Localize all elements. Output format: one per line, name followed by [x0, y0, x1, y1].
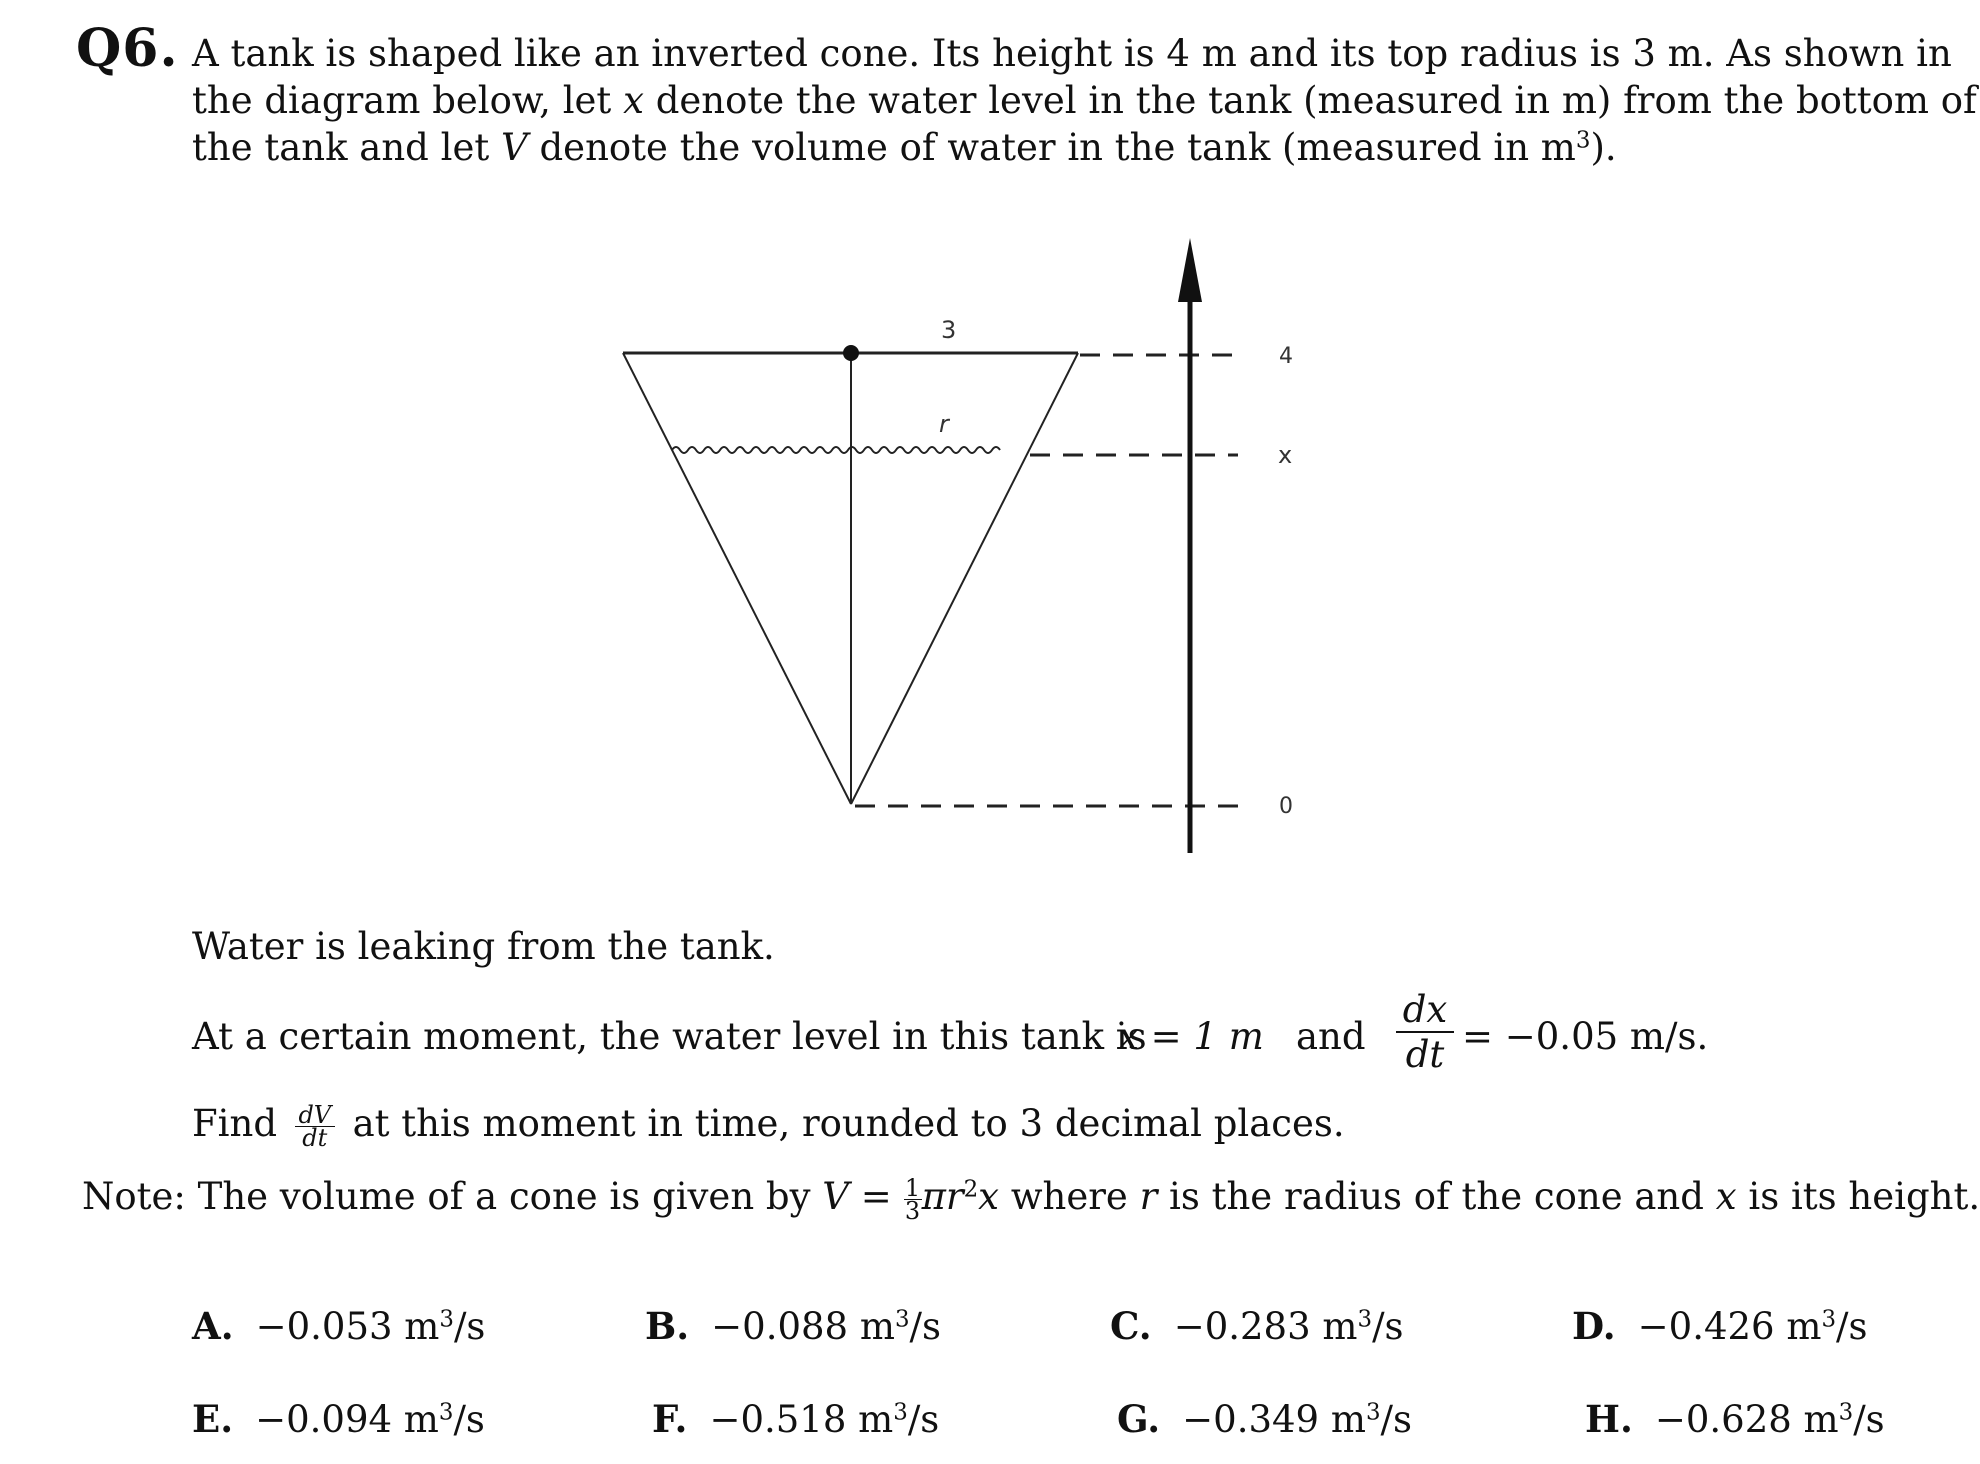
- moment-statement: At a certain moment, the water level in this tank is: [192, 1015, 1147, 1058]
- dx-dt-fraction: $\frac{dx}{dt}$: [1396, 988, 1454, 1076]
- one-third-fraction: $\frac{1}{3}$: [904, 1174, 921, 1225]
- rate-value: = −0.05 m/s.: [1462, 1015, 1709, 1058]
- choice-b[interactable]: B. −0.088 $m^3/s$: [645, 1304, 941, 1348]
- label-x: x: [1278, 441, 1293, 469]
- choice-e[interactable]: E. −0.094 $m^3/s$: [192, 1397, 485, 1441]
- label-height-0: 0: [1279, 794, 1293, 819]
- question-number: Q6.: [76, 18, 179, 79]
- question-line-3: the tank and let V denote the volume of water in the tank (measured in $m^3$).: [192, 126, 1617, 169]
- cone-right-side: [851, 353, 1078, 804]
- label-height-4: 4: [1279, 344, 1293, 369]
- cone-left-side: [623, 353, 851, 804]
- water-surface: [672, 447, 1000, 453]
- center-point: [843, 345, 859, 361]
- moment-and: and: [1296, 1015, 1366, 1058]
- choice-f[interactable]: F. −0.518 $m^3/s$: [652, 1397, 940, 1441]
- question-line-1: A tank is shaped like an inverted cone. Its height is 4 m and its top radius is 3 m. As shown in: [192, 32, 1952, 75]
- label-r: r: [939, 410, 949, 438]
- find-statement: Find $\frac{dV}{dt}$ at this moment in time, rounded to 3 decimal places.: [192, 1101, 1345, 1152]
- leak-statement: Water is leaking from the tank.: [192, 925, 775, 968]
- choice-c[interactable]: C. −0.283 $m^3/s$: [1110, 1304, 1404, 1348]
- choice-g[interactable]: G. −0.349 $m^3/s$: [1117, 1397, 1413, 1441]
- note-statement: Note: The volume of a cone is given by V = $\frac{1}{3}$ $\pi r^2x$ where r is the radius of the cone and x is its height.: [82, 1174, 1980, 1225]
- dV-dt-fraction: $\frac{dV}{dt}$: [295, 1104, 335, 1149]
- choice-d[interactable]: D. −0.426 $m^3/s$: [1572, 1304, 1868, 1348]
- label-top-radius: 3: [941, 316, 957, 344]
- question-line-2: the diagram below, let x denote the water level in the tank (measured in m) from the bottom of: [192, 79, 1977, 122]
- moment-equation: x = 1 m: [1118, 1015, 1264, 1058]
- choice-a[interactable]: A. −0.053 $m^3/s$: [192, 1304, 486, 1348]
- axis-arrow-head: [1178, 238, 1202, 302]
- choice-h[interactable]: H. −0.628 $m^3/s$: [1585, 1397, 1885, 1441]
